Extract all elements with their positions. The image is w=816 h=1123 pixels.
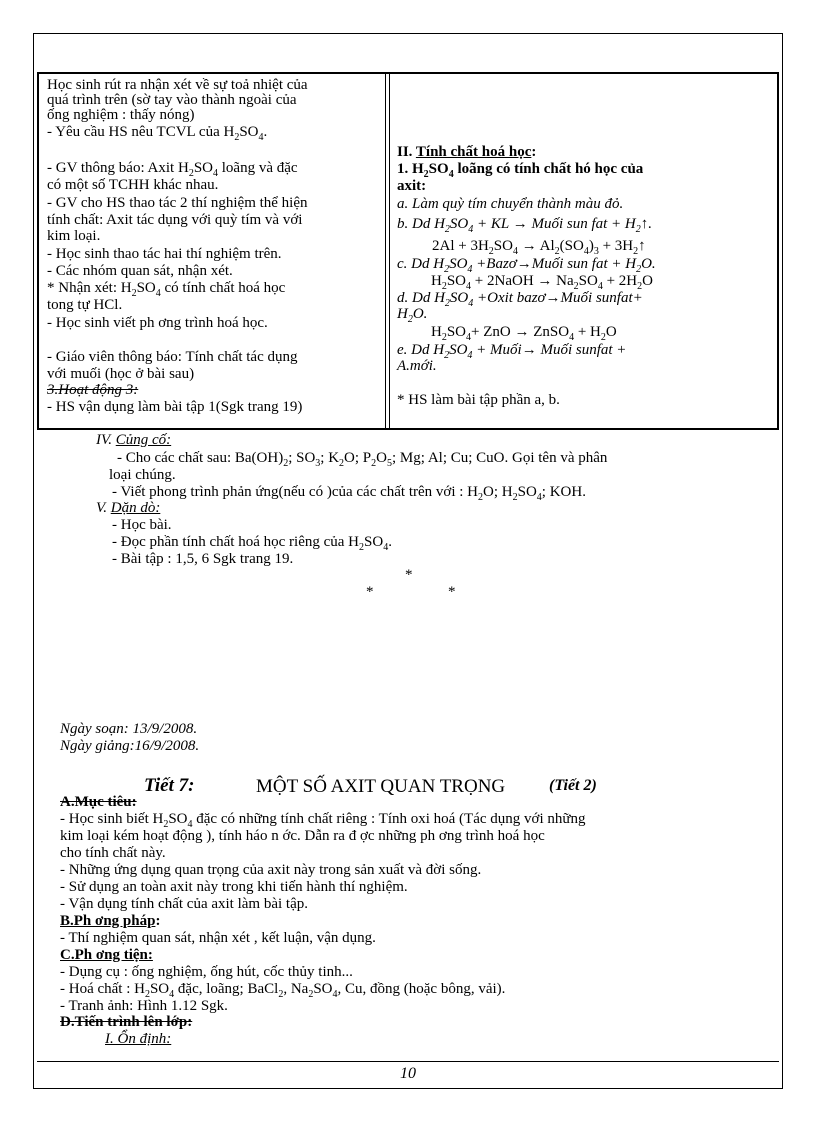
method-item: - Thí nghiệm quan sát, nhận xét , kết luận, vận dụng. [60,930,376,946]
material-item: - Hoá chất : $H_2SO_4$ đặc, loãng; BaCl$_2$, $Na_2SO_4$, Cu, đồng (hoặc bông, vải). [60,981,506,1000]
objective-item: - Học sinh biết $H_2SO_4$ đặc có những tính chất riêng : Tính oxi hoá (Tác dụng với những [60,811,586,830]
left-line: quá trình trên (sờ tay vào thành ngoài của [47,92,297,108]
objective-item: - Những ứng dụng quan trọng của axit này trong sản xuất và đời sống. [60,862,482,878]
homework-item: - Bài tập : 1,5, 6 Sgk trang 19. [112,551,294,567]
page-number: 10 [400,1065,416,1082]
consolidation-item: - Viết phong trình phản ứng(nếu có )của các chất trên với : $H_2O$; $H_2SO_4$; KOH. [112,484,586,503]
section-heading: II. Tính chất hoá học: [397,144,537,160]
homework-item: - Đọc phần tính chất hoá học riêng của $H_2SO_4$. [112,534,392,553]
equation: $H_2SO_4$ + 2NaOH → $Na_2SO_4 + 2H_2O$ [431,273,653,292]
procedure-item: I. Ổn định: [105,1031,172,1047]
property-e-cont: A.mới. [397,358,437,374]
left-line: tong tự HCl. [47,297,123,313]
procedure-heading: D.Tiến trình lên lớp: [60,1014,193,1030]
subsection-heading: axit: [397,178,427,194]
separator-star: * [366,584,374,600]
lesson-period: Tiết 7: [144,775,195,796]
objective-item: cho tính chất này. [60,845,166,861]
preparation-date: Ngày soạn: 13/9/2008. [60,721,198,737]
left-line: - GV cho HS thao tác 2 thí nghiệm thể hiện [47,195,308,211]
objective-item: kim loại kém hoạt động ), tính háo n ớc. Dẫn ra đ ợc những ph ơng trình hoá học [60,828,545,844]
property-b: b. Dd $H_2SO_4$ + KL → Muối sun fat + $H_2↑$. [397,216,653,235]
left-line: - Giáo viên thông báo: Tính chất tác dụng [47,349,298,365]
left-line: - Học sinh viết ph ơng trình hoá học. [47,315,268,331]
objective-item: - Vận dụng tính chất của axit làm bài tập. [60,896,308,912]
left-line: có một số TCHH khác nhau. [47,177,219,193]
lesson-part: (Tiết 2) [549,777,597,794]
homework-note: * HS làm bài tập phần a, b. [397,392,560,408]
column-divider-inner [389,74,390,428]
column-divider [385,74,386,428]
left-line: kim loại. [47,228,101,244]
left-line: - Yêu cầu HS nêu TCVL của $H_2SO_4$. [47,124,268,143]
lesson-activity-table [37,72,779,430]
left-line: - GV thông báo: Axit $H_2SO_4$ loãng và đặc [47,160,298,179]
property-d: d. Dd $H_2SO_4$ +Oxit bazơ→Muối sunfat+ [397,290,643,309]
consolidation-item: - Cho các chất sau: $Ba(OH)_2$; $SO_3$; $K_2O$; $P_2O_5$; Mg; Al; Cu; CuO. Gọi tên và phân [117,450,608,469]
property-e: e. Dd $H_2SO_4$ + Muối→ Muối sunfat + [397,342,627,361]
footer-rule [37,1061,779,1062]
materials-heading: C.Ph ơng tiện: [60,947,153,963]
consolidation-heading: IV. Củng cố: [96,432,172,448]
activity-3-heading: 3.Hoạt động 3: [47,382,139,398]
material-item: - Tranh ảnh: Hình 1.12 Sgk. [60,998,228,1014]
teaching-date: Ngày giảng:16/9/2008. [60,738,200,754]
left-line: Học sinh rút ra nhận xét về sự toả nhiệt của [47,77,308,93]
left-line: với muối (học ở bài sau) [47,366,195,382]
objective-item: - Sử dụng an toàn axit này trong khi tiến hành thí nghiệm. [60,879,408,895]
separator-star: * [448,584,456,600]
homework-heading: V. Dặn dò: [96,500,161,516]
subsection-heading: 1. $H_2SO_4$ loãng có tính chất hó học của [397,161,644,180]
material-item: - Dụng cụ : ống nghiệm, ống hút, cốc thủy tinh... [60,964,353,980]
property-a: a. Làm quỳ tím chuyển thành màu đỏ. [397,196,624,212]
consolidation-item: loại chúng. [109,467,176,483]
equation: $H_2SO_4+$ ZnO → ZnSO$_4$ + $H_2O$ [431,324,617,343]
homework-item: - Học bài. [112,517,172,533]
objectives-heading: A.Mục tiêu: [60,794,137,810]
separator-star: * [405,567,413,583]
methods-heading: B.Ph ơng pháp: [60,913,161,929]
left-line: ống nghiệm : thấy nóng) [47,107,195,123]
left-line: - HS vận dụng làm bài tập 1(Sgk trang 19) [47,399,303,415]
left-line: - Học sinh thao tác hai thí nghiệm trên. [47,246,282,262]
left-line: tính chất: Axit tác dụng với quỳ tím và với [47,212,303,228]
left-line: - Các nhóm quan sát, nhận xét. [47,263,233,279]
lesson-title: MỘT SỐ AXIT QUAN TRỌNG [256,776,506,797]
property-d-cont: $H_2O$. [397,306,428,325]
property-c: c. Dd $H_2SO_4$ +Bazơ→Muối sun fat + $H_2O$. [397,256,656,275]
left-line: * Nhận xét: $H_2SO_4$ có tính chất hoá học [47,280,286,299]
equation: $2Al + 3H_2SO_4 \to Al_2(SO_4)_3$ + $3H_2↑$ [432,238,646,257]
